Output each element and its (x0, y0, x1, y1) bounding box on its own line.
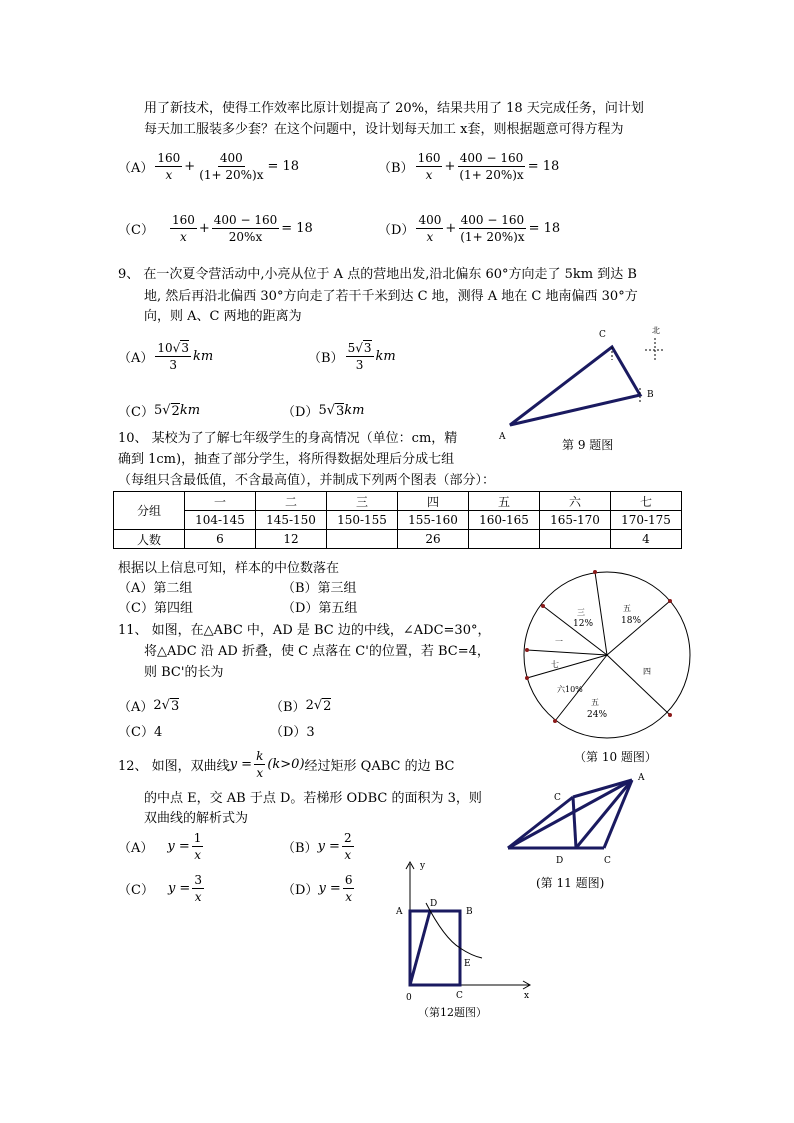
fig12-label-y: y (420, 861, 426, 871)
q12-option-c[interactable]: （C） y = $\frac{3}{x}$ (118, 873, 202, 904)
q11-figure (500, 770, 660, 870)
table-group: 四 (398, 492, 469, 511)
table-count: 26 (398, 530, 469, 549)
table-head-label: 分组 (114, 492, 185, 530)
q12-figure (392, 858, 542, 1003)
table-group: 一 (185, 492, 256, 511)
fig11-label-c: C (604, 856, 611, 866)
pie-label: 四 (643, 667, 651, 676)
q11-option-c[interactable]: （C）4 (118, 725, 163, 740)
table-count: 12 (256, 530, 327, 549)
q10-option-b[interactable]: （B）第三组 (282, 581, 357, 596)
pie-value: 24% (587, 710, 608, 720)
fig12-label-a: A (396, 907, 403, 917)
q11-option-b[interactable]: （B） 2 √ 2 (270, 698, 332, 715)
pie-label: 七 (551, 660, 559, 669)
fig12-label-b: B (466, 907, 473, 917)
q9-option-d[interactable]: （D） 5 √ 3 km (282, 403, 365, 420)
q11-text-line2: 将△ADC 沿 AD 折叠，使 C 点落在 C'的位置，若 BC=4， (144, 644, 490, 659)
q11-option-d[interactable]: （D）3 (270, 725, 315, 740)
table-range: 104-145 (185, 511, 256, 530)
table-group: 七 (611, 492, 682, 511)
q9-option-a[interactable]: （A） $\frac{10√3}{3}$ km (118, 341, 214, 372)
pie-value: 18% (621, 616, 642, 626)
q10-text-line3: （每组只含最低值，不含最高值），并制成下列两个图表（部分）： (118, 473, 496, 488)
pie-label: 一 (555, 637, 563, 646)
q10-pie-caption: （第 10 题图） (574, 750, 657, 764)
q10-data-table (113, 491, 682, 549)
fig9-label-a: A (499, 432, 506, 442)
triangle-abc (510, 347, 640, 425)
q8-text-line2: 每天加工服装多少套？在这个问题中，设计划每天加工 x套，则根据题意可得方程为 (144, 122, 624, 137)
q10-option-a[interactable]: （A）第二组 (118, 581, 193, 596)
q12-option-d[interactable]: （D） y = $\frac{6}{x}$ (282, 873, 353, 904)
pie-label: 五 (623, 604, 631, 613)
table-group: 五 (469, 492, 540, 511)
q11-text-line1: 11、 如图，在△ABC 中，AD 是 BC 边的中线，∠ADC=30°， (118, 623, 491, 638)
q9-figure-caption: 第 9 题图 (562, 438, 614, 452)
table-count (327, 530, 398, 549)
q12-text-line2: 的中点 E，交 AB 于点 D。若梯形 ODBC 的面积为 3，则 (144, 791, 482, 806)
fig12-label-e: E (464, 959, 471, 969)
fig12-label-o: 0 (406, 993, 412, 1003)
pie-label: 五 (591, 698, 599, 707)
table-count (540, 530, 611, 549)
fig11-label-a: A (638, 773, 645, 783)
q12-text-line3: 双曲线的解析式为 (144, 811, 249, 826)
q12-option-a[interactable]: （A） y = $\frac{1}{x}$ (118, 831, 202, 862)
q12-option-b[interactable]: （B） y = $\frac{2}{x}$ (282, 831, 352, 862)
fig12-label-x: x (524, 991, 530, 1001)
table-count (469, 530, 540, 549)
table-group: 六 (540, 492, 611, 511)
q11-text-line3: 则 BC'的长为 (144, 665, 224, 680)
q8-option-a[interactable]: （A） $\frac{160}{x}$ + $\frac{400}{(1+ 20\%)x}$ = 18 (118, 151, 300, 182)
q10-text-line2: 确到 1cm)，抽查了部分学生，将所得数据处理后分成七组 (118, 452, 455, 467)
q10-option-d[interactable]: （D）第五组 (282, 601, 358, 616)
table-range: 160-165 (469, 511, 540, 530)
q11-option-a[interactable]: （A） 2 √ 3 (118, 698, 180, 715)
table-range: 155-160 (398, 511, 469, 530)
table-count: 6 (185, 530, 256, 549)
q10-pie-figure (515, 568, 700, 743)
fig12-label-d: D (430, 899, 438, 909)
q9-option-c[interactable]: （C） 5 √ 2 km (118, 403, 201, 420)
table-range: 145-150 (256, 511, 327, 530)
fig9-label-north: 北 (652, 326, 660, 335)
q9-text-line1: 9、 在一次夏令营活动中,小亮从位于 A 点的营地出发,沿北偏东 60°方向走了 5km 到达 B (118, 267, 637, 282)
q8-text-line1: 用了新技术，使得工作效率比原计划提高了 20%，结果共用了 18 天完成任务，问计划 (144, 101, 644, 116)
table-group: 三 (327, 492, 398, 511)
table-range: 170-175 (611, 511, 682, 530)
q11-figure-caption: (第 11 题图) (536, 876, 605, 890)
q9-figure (495, 320, 680, 450)
pie-label: 三 (577, 608, 585, 617)
fig12-label-c: C (456, 991, 463, 1001)
q8-option-d[interactable]: （D） $\frac{400}{x}$ + $\frac{400 - 160}{(1+ 20\%)x}$ = 18 (378, 213, 561, 244)
q8-option-b[interactable]: （B） $\frac{160}{x}$ + $\frac{400 - 160}{(1+ 20\%)x}$ = 18 (378, 151, 560, 182)
fig11-label-c-prime: C (554, 793, 561, 803)
table-count-label: 人数 (114, 530, 185, 549)
q9-text-line2: 地, 然后再沿北偏西 30°方向走了若干千米到达 C 地，测得 A 地在 C 地南偏西 30°方 (144, 289, 638, 304)
q10-text-line4: 根据以上信息可知，样本的中位数落在 (118, 561, 340, 576)
q12-text-line1: 12、 如图，双曲线 y = $\frac{k}{x}$ (k>0) 经过矩形 QABC 的边 BC (118, 749, 455, 780)
q10-text-line1: 10、 某校为了了解七年级学生的身高情况（单位：cm，精 (118, 431, 458, 446)
table-count: 4 (611, 530, 682, 549)
fig9-label-b: B (647, 390, 654, 400)
fig11-label-d: D (556, 856, 564, 866)
fig9-label-c: C (599, 330, 606, 340)
table-range: 165-170 (540, 511, 611, 530)
table-range: 150-155 (327, 511, 398, 530)
q9-option-b[interactable]: （B） $\frac{5√3}{3}$ km (308, 341, 396, 372)
q8-option-c[interactable]: （C） $\frac{160}{x}$ + $\frac{400 - 160}{20\%x}$ = 18 (118, 213, 313, 244)
q12-figure-caption: （第12题图） (418, 1006, 487, 1019)
q10-option-c[interactable]: （C）第四组 (118, 601, 193, 616)
pie-label: 六10% (557, 685, 583, 694)
pie-value: 12% (573, 619, 594, 629)
q9-text-line3: 向，则 A、C 两地的距离为 (144, 309, 302, 324)
table-group: 二 (256, 492, 327, 511)
